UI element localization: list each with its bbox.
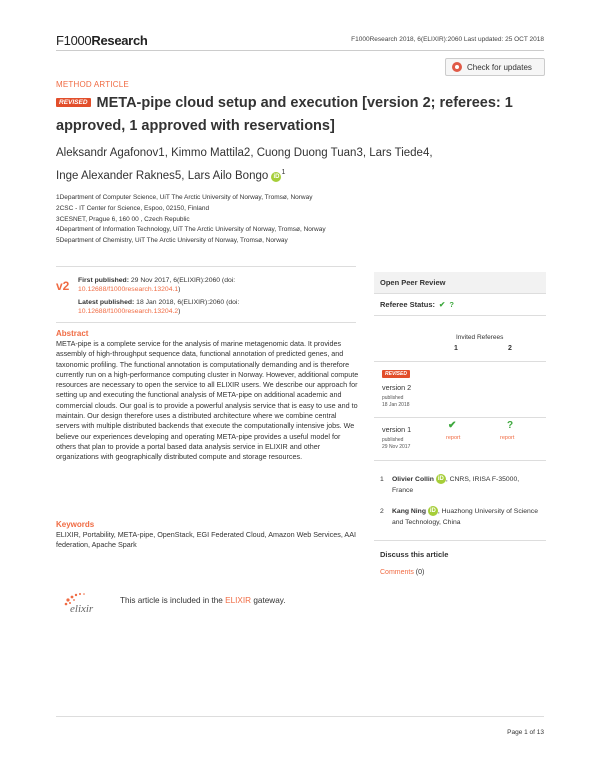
review-table-divider xyxy=(374,417,546,418)
comments-link[interactable]: Comments xyxy=(380,569,414,576)
version-2-label: version 2 xyxy=(382,383,412,392)
keywords-text: ELIXIR, Portability, META-pipe, OpenStack, EGI Federated Cloud, Amazon Web Services, AAI federation, Apache Spark xyxy=(56,530,357,550)
affiliation: 1Department of Computer Science, UiT The Arctic University of Norway, Tromsø, Norway xyxy=(56,194,313,201)
svg-text:elixir: elixir xyxy=(70,603,94,615)
footer-divider xyxy=(56,716,544,717)
keywords-heading: Keywords xyxy=(56,520,95,529)
v1-date: 29 Nov 2017 xyxy=(382,443,411,450)
reviewer-item xyxy=(380,474,542,496)
version-2-published xyxy=(382,395,410,408)
logo-prefix: F1000 xyxy=(56,33,92,48)
version-label: v2 xyxy=(56,279,70,293)
first-published xyxy=(78,276,348,294)
affiliation: 5Department of Chemistry, UiT The Arctic University of Norway, Tromsø, Norway xyxy=(56,237,288,245)
referee-2-reservations-icon: ? xyxy=(507,420,514,431)
reviewer-affiliation: , Huazhong University of Science and Technology, China xyxy=(392,508,538,526)
citation-line: F1000Research 2018, 6(ELIXIR):2060 Last updated: 25 OCT 2018 xyxy=(351,36,544,43)
reviewer-item xyxy=(380,506,542,528)
panel-revised-badge: REVISED xyxy=(382,370,410,378)
reviewer-name[interactable]: Olivier Collin xyxy=(392,476,434,483)
author-list xyxy=(56,144,546,186)
latest-published-end: ) xyxy=(178,308,181,315)
referee-status xyxy=(374,294,546,316)
reservations-question-icon: ? xyxy=(449,300,454,309)
first-published-end: ) xyxy=(178,286,181,293)
check-for-updates-label: Check for updates xyxy=(467,62,532,72)
latest-published-doi-link[interactable]: 10.12688/f1000research.13204.2 xyxy=(78,308,179,315)
orcid-icon[interactable]: iD xyxy=(273,173,280,180)
authors-line-1[interactable]: Aleksandr Agafonov1, Kimmo Mattila2, Cuong Duong Tuan3, Lars Tiede4, xyxy=(56,147,433,159)
referee-1-approved-icon: ✔ xyxy=(448,420,457,431)
open-peer-review-title: Open Peer Review xyxy=(374,272,546,294)
abstract-text: META-pipe is a complete service for the analysis of marine metagenomic data. It provides assembly of high-throughput sequence data, functional annotation of predicted genes, and taxonomic profiling. The functional annotation is computationally demanding and is therefore currently run on a high-performance computing cluster in Norway. However, additional compute resources are necessary to open the service to all ELIXIR users. We describe our approach for setting up and executing the functional analysis of META-pipe on additional academic and commercial clouds. Our goal is to provide a powerful analysis service that is easy to use and to maintain. Our design therefore uses a distributed architecture where we combine central servers with multiple distributed backends that execute the computationally intensive jobs. We believe our experiences developing and operating META-pipe provides a useful model for others that plan to provide a portal based data analysis service in ELIXIR and other organizations with geographically distributed compute and storage resources. xyxy=(56,339,359,462)
article-title-text: META-pipe cloud setup and execution [version 2; referees: 1 approved, 1 approved with reservations] xyxy=(56,95,513,134)
header-divider xyxy=(56,50,544,51)
elixir-gateway-link[interactable]: ELIXIR xyxy=(225,596,252,605)
reviewer-affiliation: , CNRS, IRISA F-35000, France xyxy=(392,476,520,494)
article-title xyxy=(56,93,546,136)
author-affil-sup: 1 xyxy=(281,169,286,176)
orcid-icon[interactable]: iD xyxy=(429,508,436,514)
gateway-suffix: gateway. xyxy=(251,596,286,605)
section-divider xyxy=(56,322,356,323)
reviewer-number: 2 xyxy=(380,508,384,515)
latest-published xyxy=(78,298,348,316)
comments xyxy=(380,569,424,576)
authors-line-2[interactable]: Inge Alexander Raknes5, Lars Ailo Bongo xyxy=(56,169,269,182)
review-table-divider xyxy=(374,361,546,362)
affiliation: 4Department of Information Technology, UiT The Arctic University of Norway, Tromsø, Norway xyxy=(56,226,326,234)
first-published-text: 29 Nov 2017, 6(ELIXIR):2060 (doi: xyxy=(128,277,236,284)
approved-check-icon: ✔ xyxy=(439,300,446,309)
affiliations xyxy=(56,193,326,247)
article-type: METHOD ARTICLE xyxy=(56,80,129,89)
revised-badge: REVISED xyxy=(56,98,91,107)
invited-referees-label: Invited Referees xyxy=(456,334,504,341)
orcid-icon[interactable]: iD xyxy=(437,476,444,482)
v1-published-label: published xyxy=(382,437,404,443)
gateway-prefix: This article is included in the xyxy=(120,596,226,605)
panel-divider xyxy=(374,540,546,541)
first-published-doi-link[interactable]: 10.12688/f1000research.13204.1 xyxy=(78,286,179,293)
review-table-divider xyxy=(374,460,546,461)
v2-date: 18 Jan 2018 xyxy=(382,401,410,408)
v2-published-label: published xyxy=(382,395,404,401)
reviewer-number: 1 xyxy=(380,476,384,483)
latest-published-label: Latest published: xyxy=(78,299,135,306)
first-published-label: First published: xyxy=(78,277,129,284)
gateway-note xyxy=(120,596,286,605)
referee-2-report-link[interactable]: report xyxy=(500,435,515,441)
affiliation: 2CSC - IT Center for Science, Espoo, 02150, Finland xyxy=(56,204,210,212)
comments-count: (0) xyxy=(413,569,425,576)
reviewer-name[interactable]: Kang Ning xyxy=(392,508,426,515)
referee-number: 1 xyxy=(454,345,458,352)
abstract-heading: Abstract xyxy=(56,329,89,338)
discuss-article-heading: Discuss this article xyxy=(380,550,449,559)
crossmark-icon xyxy=(452,62,462,72)
referee-status-label: Referee Status: xyxy=(380,300,436,309)
logo-suffix: Research xyxy=(91,33,148,48)
f1000research-logo[interactable] xyxy=(56,33,148,48)
referee-1-report-link[interactable]: report xyxy=(446,435,461,441)
check-for-updates-button[interactable] xyxy=(445,58,545,76)
latest-published-text: 18 Jan 2018, 6(ELIXIR):2060 (doi: xyxy=(134,299,240,306)
referee-number: 2 xyxy=(508,345,512,352)
elixir-logo[interactable] xyxy=(60,590,106,616)
version-1-label: version 1 xyxy=(382,425,412,434)
version-1-published xyxy=(382,437,410,450)
affiliation: 3CESNET, Prague 6, 160 00 , Czech Republic xyxy=(56,215,190,223)
open-peer-review-panel xyxy=(374,272,546,582)
page-number: Page 1 of 13 xyxy=(507,729,544,736)
section-divider xyxy=(56,266,356,267)
